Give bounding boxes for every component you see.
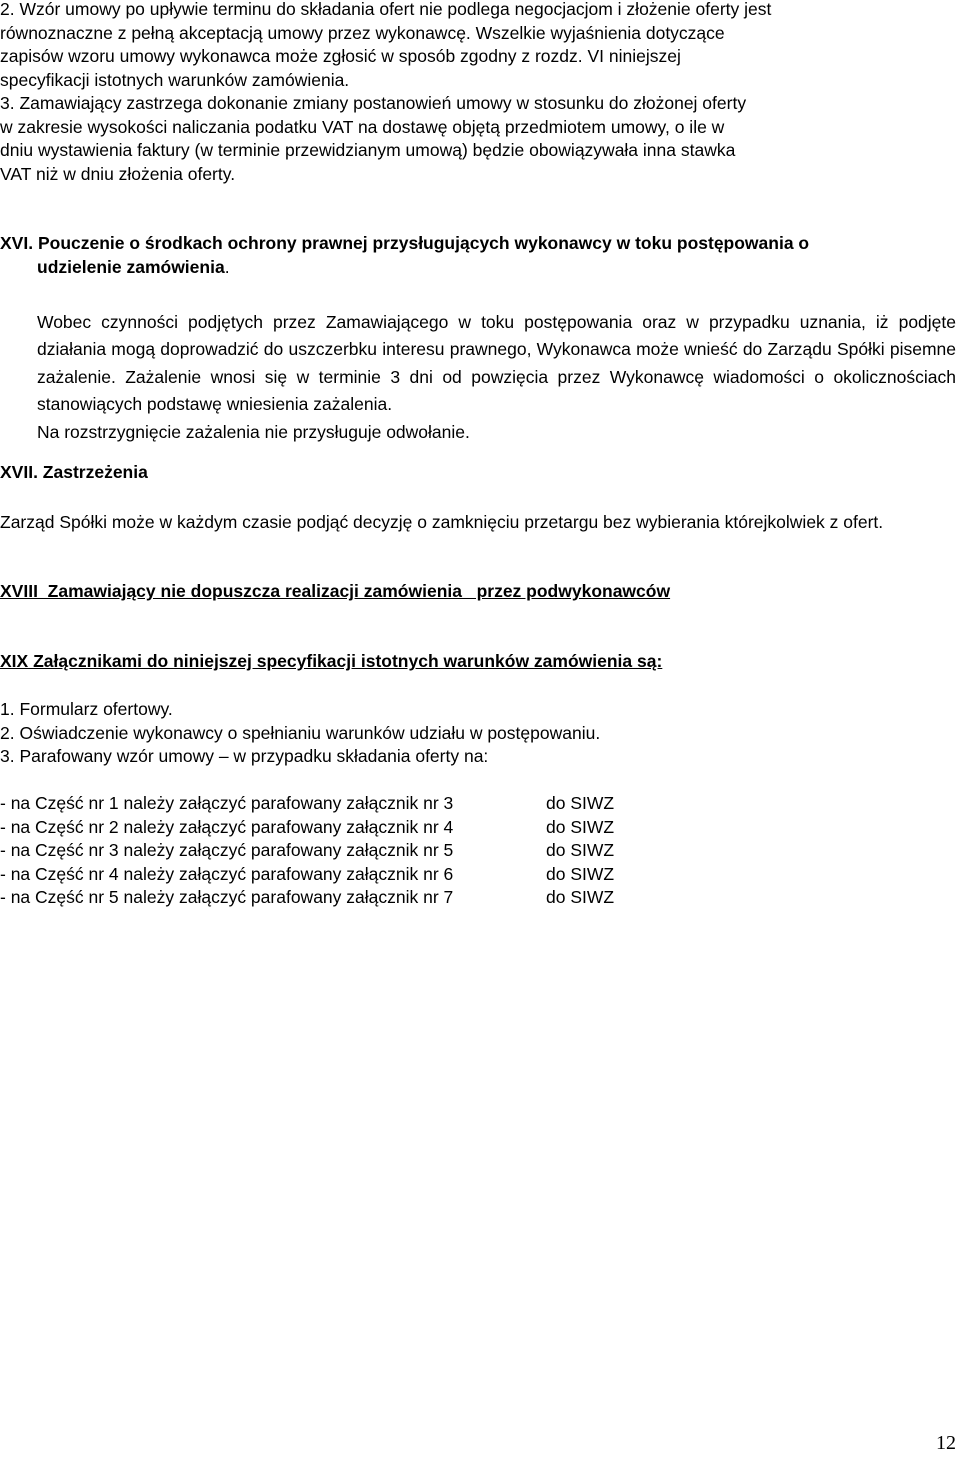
section-xvi-number: XVI. bbox=[0, 233, 34, 253]
section-xviii-heading: XVIII Zamawiający nie dopuszcza realizacji zamówienia przez podwykonawców bbox=[0, 581, 671, 601]
part-row-2 bbox=[0, 816, 956, 840]
part-row-text: - na Część nr 3 należy załączyć parafowany załącznik nr 5 bbox=[0, 840, 454, 860]
part-row-text: - na Część nr 2 należy załączyć parafowany załącznik nr 4 bbox=[0, 816, 454, 837]
part-row-suffix: do SIWZ bbox=[546, 793, 615, 813]
part-row-1 bbox=[0, 792, 956, 816]
part-row-suffix: do SIWZ bbox=[546, 863, 615, 884]
paragraph-3-line-2: w zakresie wysokości naliczania podatku VAT na dostawę objętą przedmiotem umowy, o ile w bbox=[0, 116, 725, 137]
part-row-suffix: do SIWZ bbox=[546, 816, 615, 837]
section-xvi-title-line-1: Pouczenie o środkach ochrony prawnej przysługujących wykonawcy w toku postępowania o bbox=[37, 233, 810, 253]
paragraph-3-line-3: dniu wystawienia faktury (w terminie przewidzianym umową) będzie obowiązywała inna stawka bbox=[0, 140, 736, 160]
part-row-5 bbox=[0, 886, 956, 910]
paragraph-2-line-2: równoznaczne z pełną akceptacją umowy przez wykonawcę. Wszelkie wyjaśnienia dotyczące bbox=[0, 22, 725, 43]
list-item: 1. Formularz ofertowy. bbox=[0, 699, 173, 719]
part-row-text: - na Część nr 4 należy załączyć parafowany załącznik nr 6 bbox=[0, 863, 454, 884]
part-row-text: - na Część nr 5 należy załączyć parafowany załącznik nr 7 bbox=[0, 887, 454, 907]
part-row-suffix: do SIWZ bbox=[546, 887, 615, 907]
paragraph-3-line-1: 3. Zamawiający zastrzega dokonanie zmiany postanowień umowy w stosunku do złożonej oferty bbox=[0, 93, 747, 113]
page-number: 12 bbox=[936, 1432, 956, 1454]
paragraph-3 bbox=[0, 92, 956, 186]
section-xvi-title-end: . bbox=[224, 256, 230, 277]
parts-list bbox=[0, 792, 956, 910]
section-xvi-body-text: Wobec czynności podjętych przez Zamawiającego w toku postępowania oraz w przypadku uznania, iż podjęte działania mogą doprowadzić do uszczerbku interesu prawnego, Wykonawca może wnieść do Zarządu Spółki pisemne zażalenie. Zażalenie wnosi się w terminie 3 dni od powzięcia przez Wykonawcę wiadomości o okolicznościach stanowiących podstawę wniesienia zażalenia. bbox=[37, 312, 956, 415]
list-item: 3. Parafowany wzór umowy – w przypadku składania oferty na: bbox=[0, 746, 489, 766]
section-xvi-heading bbox=[0, 232, 956, 279]
part-row-suffix: do SIWZ bbox=[546, 840, 615, 860]
section-xix-heading: XIX Załącznikami do niniejszej specyfikacji istotnych warunków zamówienia są: bbox=[0, 651, 663, 671]
paragraph-2-line-3: zapisów wzoru umowy wykonawca może zgłosić w sposób zgodny z rozdz. VI niniejszej bbox=[0, 46, 681, 66]
paragraph-2-line-1: 2. Wzór umowy po upływie terminu do składania ofert nie podlega negocjacjom i złożenie oferty jest bbox=[0, 0, 772, 19]
part-row-text: - na Część nr 1 należy załączyć parafowany załącznik nr 3 bbox=[0, 793, 454, 813]
paragraph-3-line-4: VAT niż w dniu złożenia oferty. bbox=[0, 163, 236, 184]
part-row-3 bbox=[0, 839, 956, 863]
section-xvi-body-last: Na rozstrzygnięcie zażalenia nie przysługuje odwołanie. bbox=[37, 421, 470, 442]
section-xvi-body bbox=[37, 309, 956, 446]
section-xvii-body: Zarząd Spółki może w każdym czasie podjąć decyzję o zamknięciu przetargu bez wybierania którejkolwiek z ofert. bbox=[0, 512, 884, 532]
paragraph-2-line-4: specyfikacji istotnych warunków zamówienia. bbox=[0, 69, 350, 90]
part-row-4 bbox=[0, 863, 956, 887]
attachments-list bbox=[0, 698, 956, 769]
section-xvii-heading: XVII. Zastrzeżenia bbox=[0, 462, 148, 482]
paragraph-2 bbox=[0, 0, 956, 92]
section-xvi-title-line-2: udzielenie zamówienia bbox=[37, 256, 225, 277]
list-item: 2. Oświadczenie wykonawcy o spełnianiu warunków udziału w postępowaniu. bbox=[0, 722, 601, 743]
